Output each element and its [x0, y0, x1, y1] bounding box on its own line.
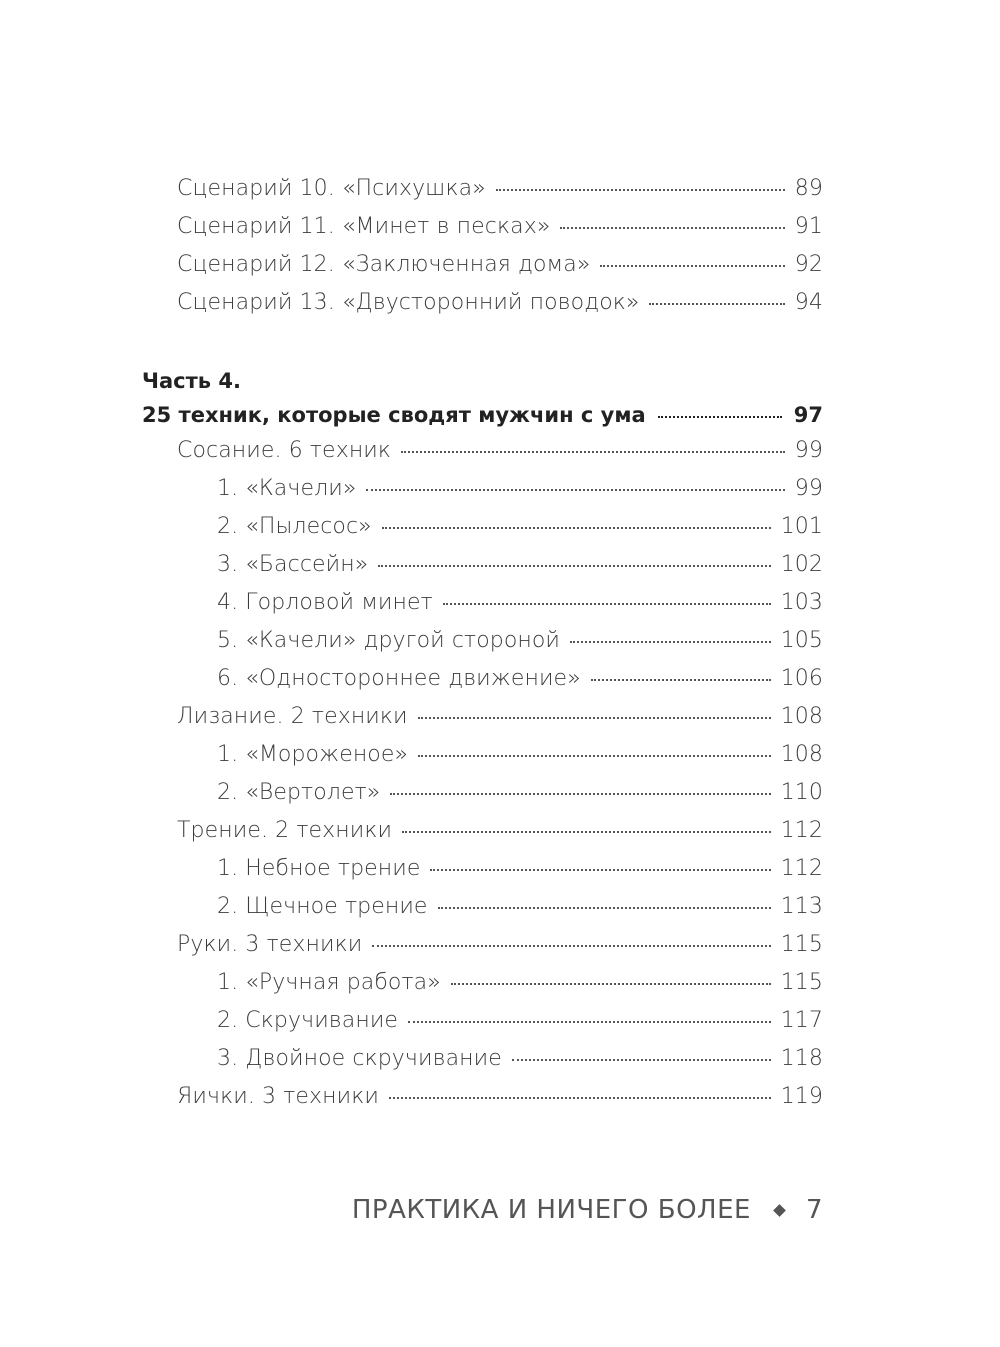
- toc-entry-label: 2. «Вертолет»: [217, 780, 381, 805]
- toc-entry-label: Сценарий 12. «Заключенная дома»: [177, 252, 591, 277]
- toc-entry-page: 106: [780, 666, 823, 691]
- toc-entry-page: 101: [780, 514, 823, 539]
- toc-entry-scenario-13: [177, 284, 823, 322]
- page-number: 7: [805, 1195, 823, 1225]
- diamond-icon: [773, 1204, 786, 1217]
- toc-entry-page: 113: [780, 894, 823, 919]
- toc-entry-technique: [217, 470, 823, 508]
- toc-entry-label: 3. Двойное скручивание: [217, 1046, 502, 1071]
- toc-entry-page: 92: [794, 252, 823, 277]
- toc-entry-label: 2. Скручивание: [217, 1008, 399, 1033]
- dot-leader: [443, 603, 771, 605]
- dot-leader: [366, 489, 784, 491]
- toc-entry-technique: [217, 888, 823, 926]
- dot-leader: [496, 189, 785, 191]
- dot-leader: [378, 565, 770, 567]
- toc-entry-page: 91: [794, 214, 823, 239]
- dot-leader: [372, 945, 770, 947]
- dot-leader: [649, 303, 784, 305]
- toc-entry-technique: [217, 736, 823, 774]
- toc-entry-label: 1. «Мороженое»: [217, 742, 409, 767]
- toc-entry-page: 119: [780, 1084, 823, 1109]
- dot-leader: [390, 793, 770, 795]
- toc-entry-label: Руки. 3 техники: [177, 932, 363, 957]
- dot-leader: [658, 416, 782, 418]
- dot-leader: [438, 907, 771, 909]
- toc-entry-technique: [217, 546, 823, 584]
- toc-entry-page: 115: [780, 932, 823, 957]
- toc-entry-label: 1. «Ручная работа»: [217, 970, 441, 995]
- toc-entry-page: 99: [794, 438, 823, 463]
- toc-entry-page: 108: [780, 704, 823, 729]
- toc-entry-label: 4. Горловой минет: [217, 590, 433, 615]
- dot-leader: [560, 227, 784, 229]
- toc-entry-technique: [217, 1002, 823, 1040]
- toc-entry-technique: [217, 508, 823, 546]
- dot-leader: [418, 755, 771, 757]
- toc-entry-label: Яички. 3 техники: [177, 1084, 379, 1109]
- dot-leader: [512, 1059, 771, 1061]
- dot-leader: [408, 1021, 771, 1023]
- dot-leader: [402, 831, 771, 833]
- toc-entry-section: [177, 432, 823, 470]
- toc-entry-page: 103: [780, 590, 823, 615]
- toc-entry-label: 2. «Пылесос»: [217, 514, 372, 539]
- toc-entry-section: [177, 1078, 823, 1116]
- toc-entry-page: 112: [780, 856, 823, 881]
- toc-entry-label: 5. «Качели» другой стороной: [217, 628, 561, 653]
- toc-entry-technique: [217, 850, 823, 888]
- part-heading: Часть 4.: [142, 369, 241, 393]
- running-title: ПРАКТИКА И НИЧЕГО БОЛЕЕ: [351, 1195, 751, 1225]
- toc-entry-page: 115: [780, 970, 823, 995]
- dot-leader: [382, 527, 771, 529]
- dot-leader: [600, 265, 784, 267]
- toc-entry-technique: [217, 660, 823, 698]
- toc-entry-section: [177, 812, 823, 850]
- part-title-row: [142, 396, 823, 434]
- toc-entry-label: 1. Небное трение: [217, 856, 421, 881]
- toc-entry-technique: [217, 622, 823, 660]
- toc-entry-page: 89: [794, 176, 823, 201]
- dot-leader: [570, 641, 771, 643]
- dot-leader: [591, 679, 771, 681]
- toc-entry-section: [177, 698, 823, 736]
- toc-entry-scenario-12: [177, 246, 823, 284]
- toc-entry-label: Трение. 2 техники: [177, 818, 393, 843]
- toc-entry-page: 117: [780, 1008, 823, 1033]
- toc-entry-technique: [217, 964, 823, 1002]
- toc-entry-page: 118: [780, 1046, 823, 1071]
- toc-entry-scenario-10: [177, 170, 823, 208]
- toc-entry-page: 94: [794, 290, 823, 315]
- toc-entry-label: Сценарий 13. «Двусторонний поводок»: [177, 290, 640, 315]
- toc-entry-technique: [217, 1040, 823, 1078]
- toc-entry-label: Сценарий 11. «Минет в песках»: [177, 214, 551, 239]
- toc-entry-technique: [217, 774, 823, 812]
- part-title: 25 техник, которые сводят мужчин с ума: [142, 403, 646, 427]
- toc-entry-page: 102: [780, 552, 823, 577]
- page-footer: [352, 1190, 823, 1230]
- toc-entry-label: Сосание. 6 техник: [177, 438, 392, 463]
- part-page: 97: [793, 403, 823, 427]
- toc-entry-page: 108: [780, 742, 823, 767]
- toc-entry-label: 6. «Одностороннее движение»: [217, 666, 581, 691]
- toc-entry-page: 99: [794, 476, 823, 501]
- dot-leader: [418, 717, 771, 719]
- toc-entry-label: 2. Щечное трение: [217, 894, 428, 919]
- toc-entry-page: 105: [780, 628, 823, 653]
- toc-entry-page: 110: [780, 780, 823, 805]
- toc-entry-page: 112: [780, 818, 823, 843]
- toc-entry-label: 1. «Качели»: [217, 476, 357, 501]
- toc-entry-section: [177, 926, 823, 964]
- dot-leader: [389, 1097, 771, 1099]
- toc-entry-scenario-11: [177, 208, 823, 246]
- dot-leader: [430, 869, 770, 871]
- toc-entry-label: 3. «Бассейн»: [217, 552, 369, 577]
- toc-entry-label: Лизание. 2 техники: [177, 704, 408, 729]
- toc-entry-label: Сценарий 10. «Психушка»: [177, 176, 486, 201]
- dot-leader: [451, 983, 771, 985]
- toc-entry-technique: [217, 584, 823, 622]
- dot-leader: [401, 451, 785, 453]
